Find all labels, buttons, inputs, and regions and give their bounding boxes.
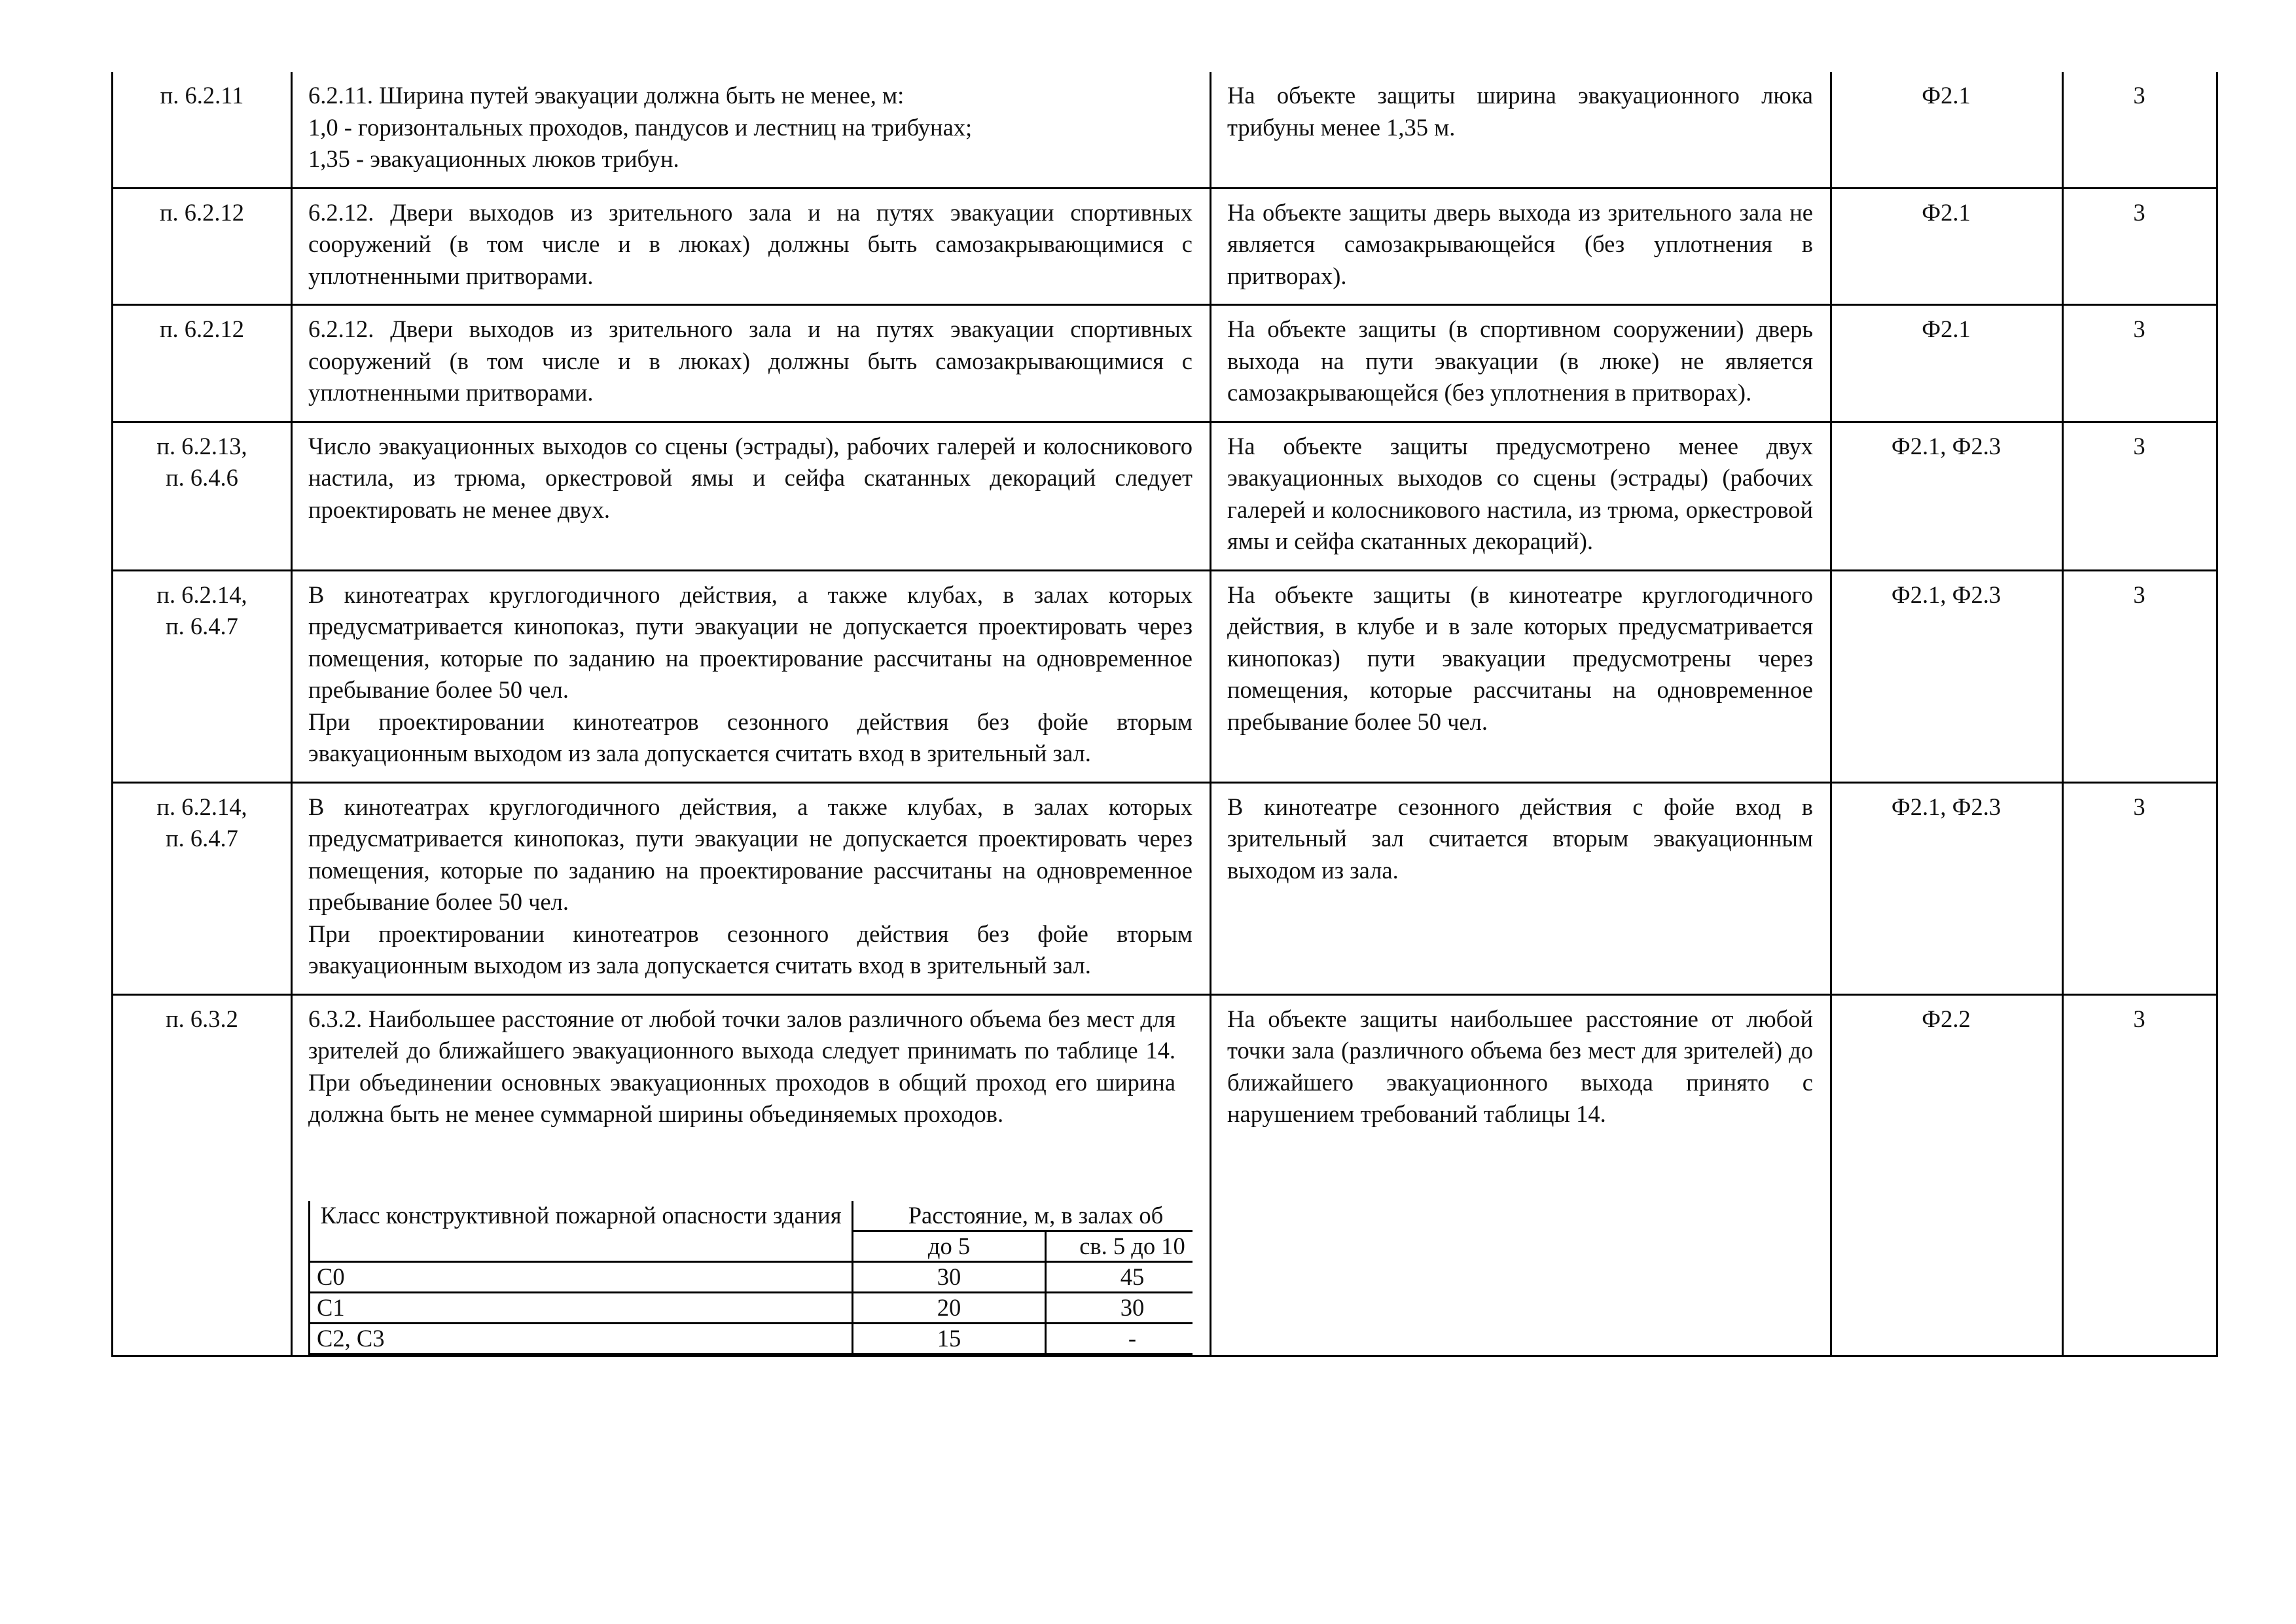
requirement-paragraph: 6.2.12. Двери выходов из зрительного зала и на путях эвакуации спортивных сооружений (в том числе и в люках) должны быть самозакрывающимися с уплотненными притворами. bbox=[308, 198, 1193, 289]
ref-cell bbox=[113, 782, 292, 994]
ref-line: п. 6.4.6 bbox=[166, 464, 238, 491]
category-cell: 3 bbox=[2063, 422, 2217, 570]
requirement-cell bbox=[292, 422, 1211, 570]
table-14 bbox=[308, 1201, 1193, 1355]
table14-header-class: Класс конструктивной пожарной опасности здания bbox=[310, 1201, 853, 1262]
table14-value-cell: 45 bbox=[1046, 1261, 1193, 1292]
table14-subheader: до 5 bbox=[853, 1231, 1046, 1261]
table-row bbox=[113, 570, 2217, 782]
ref-cell bbox=[113, 994, 292, 1356]
violation-cell: На объекте защиты наибольшее расстояние от любой точки зала (различного объема без мест для зрителей) до ближайшего эвакуационного выхода принято с нарушением требований таблицы 14. bbox=[1211, 994, 1831, 1356]
ref-line: п. 6.4.7 bbox=[166, 825, 238, 852]
violation-cell: На объекте защиты (в спортивном сооружении) дверь выхода на пути эвакуации (в люке) не является самозакрывающейся (без уплотнения в притворах). bbox=[1211, 305, 1831, 422]
requirement-cell bbox=[292, 188, 1211, 305]
table14-value-cell: 30 bbox=[1046, 1292, 1193, 1323]
violation-cell: На объекте защиты дверь выхода из зрительного зала не является самозакрывающейся (без уплотнения в притворах). bbox=[1211, 188, 1831, 305]
table14-value-cell: 20 bbox=[853, 1292, 1046, 1323]
violation-cell: В кинотеатре сезонного действия с фойе вход в зрительный зал считается вторым эвакуационным выходом из зала. bbox=[1211, 782, 1831, 994]
table-row bbox=[113, 72, 2217, 188]
requirement-line: 6.2.11. Ширина путей эвакуации должна быть не менее, м: bbox=[308, 82, 905, 109]
category-cell: 3 bbox=[2063, 305, 2217, 422]
class-cell: Ф2.1 bbox=[1831, 305, 2063, 422]
requirement-paragraph: 6.3.2. Наибольшее расстояние от любой точки залов различного объема без мест для зрителей до ближайшего эвакуационного выхода следует принимать по таблице 14. При объединении основных эвакуационных проходов в общий проход его ширина должна быть не менее суммарной ширины объединяемых проходов. bbox=[308, 1005, 1175, 1127]
ref-line: п. 6.2.14, bbox=[156, 793, 247, 820]
requirement-paragraph: В кинотеатрах круглогодичного действия, а также клубах, в залах которых предусматривается кинопоказ, пути эвакуации не допускается проектировать через помещения, которые по заданию на проектирование рассчитаны на одновременное пребывание более 50 чел. bbox=[308, 581, 1193, 703]
table14-row bbox=[310, 1261, 1193, 1292]
ref-line: п. 6.2.11 bbox=[160, 82, 244, 109]
requirement-cell bbox=[292, 782, 1211, 994]
violation-cell: На объекте защиты предусмотрено менее двух эвакуационных выходов со сцены (эстрады) (рабочих галерей и колосникового настила, из трюма, оркестровой ямы и сейфа скатанных декораций). bbox=[1211, 422, 1831, 570]
table14-row bbox=[310, 1292, 1193, 1323]
violation-cell: На объекте защиты (в кинотеатре круглогодичного действия, в клубе и в зале которых предусматривается кинопоказ) пути эвакуации предусмотрены через помещения, которые рассчитаны на одновременное пребывание более 50 чел. bbox=[1211, 570, 1831, 782]
requirement-paragraph: При проектировании кинотеатров сезонного действия без фойе вторым эвакуационным выходом из зала допускается считать вход в зрительный зал. bbox=[308, 920, 1193, 979]
table14-class-cell: С1 bbox=[310, 1292, 853, 1323]
table14-value-cell: 15 bbox=[853, 1323, 1046, 1354]
table14-class-cell: С0 bbox=[310, 1261, 853, 1292]
class-cell: Ф2.1 bbox=[1831, 72, 2063, 188]
ref-line: п. 6.3.2 bbox=[166, 1005, 238, 1032]
violation-cell: На объекте защиты ширина эвакуационного люка трибуны менее 1,35 м. bbox=[1211, 72, 1831, 188]
class-cell: Ф2.2 bbox=[1831, 994, 2063, 1356]
table-row bbox=[113, 994, 2217, 1356]
requirement-paragraph: В кинотеатрах круглогодичного действия, а также клубах, в залах которых предусматривается кинопоказ, пути эвакуации не допускается проектировать через помещения, которые по заданию на проектирование рассчитаны на одновременное пребывание более 50 чел. bbox=[308, 793, 1193, 915]
class-cell: Ф2.1, Ф2.3 bbox=[1831, 570, 2063, 782]
table14-header-distance: Расстояние, м, в залах об bbox=[853, 1201, 1193, 1231]
ref-line: п. 6.2.14, bbox=[156, 581, 247, 608]
requirements-table bbox=[111, 72, 2218, 1357]
ref-line: п. 6.4.7 bbox=[166, 613, 238, 640]
class-cell: Ф2.1, Ф2.3 bbox=[1831, 782, 2063, 994]
table-row bbox=[113, 422, 2217, 570]
requirement-cell bbox=[292, 570, 1211, 782]
table14-class-cell: С2, С3 bbox=[310, 1323, 853, 1354]
ref-cell bbox=[113, 72, 292, 188]
requirement-line: 1,0 - горизонтальных проходов, пандусов и лестниц на трибунах; bbox=[308, 113, 973, 141]
table14-clip bbox=[308, 1201, 1193, 1355]
table14-header-row bbox=[310, 1201, 1193, 1231]
ref-line: п. 6.2.13, bbox=[156, 432, 247, 460]
requirement-paragraph: При проектировании кинотеатров сезонного действия без фойе вторым эвакуационным выходом из зала допускается считать вход в зрительный зал. bbox=[308, 708, 1193, 767]
ref-cell bbox=[113, 188, 292, 305]
category-cell: 3 bbox=[2063, 994, 2217, 1356]
table-row bbox=[113, 188, 2217, 305]
category-cell: 3 bbox=[2063, 570, 2217, 782]
table14-row bbox=[310, 1323, 1193, 1354]
requirement-cell bbox=[292, 72, 1211, 188]
requirement-line: 1,35 - эвакуационных люков трибун. bbox=[308, 145, 679, 172]
ref-cell bbox=[113, 422, 292, 570]
table14-value-cell: 30 bbox=[853, 1261, 1046, 1292]
requirement-paragraph: 6.2.12. Двери выходов из зрительного зала и на путях эвакуации спортивных сооружений (в том числе и в люках) должны быть самозакрывающимися с уплотненными притворами. bbox=[308, 316, 1193, 406]
class-cell: Ф2.1 bbox=[1831, 188, 2063, 305]
table-row bbox=[113, 782, 2217, 994]
category-cell: 3 bbox=[2063, 782, 2217, 994]
requirement-paragraph: Число эвакуационных выходов со сцены (эстрады), рабочих галерей и колосникового настила, из трюма, оркестровой ямы и сейфа скатанных декораций следует проектировать не менее двух. bbox=[308, 432, 1193, 523]
class-cell: Ф2.1, Ф2.3 bbox=[1831, 422, 2063, 570]
category-cell: 3 bbox=[2063, 72, 2217, 188]
ref-line: п. 6.2.12 bbox=[159, 198, 245, 226]
table14-subheader: св. 5 до 10 bbox=[1046, 1231, 1193, 1261]
requirement-cell bbox=[292, 994, 1211, 1356]
ref-cell bbox=[113, 570, 292, 782]
requirement-cell bbox=[292, 305, 1211, 422]
table14-value-cell: - bbox=[1046, 1323, 1193, 1354]
table-row bbox=[113, 305, 2217, 422]
category-cell: 3 bbox=[2063, 188, 2217, 305]
ref-line: п. 6.2.12 bbox=[159, 316, 245, 342]
ref-cell bbox=[113, 305, 292, 422]
